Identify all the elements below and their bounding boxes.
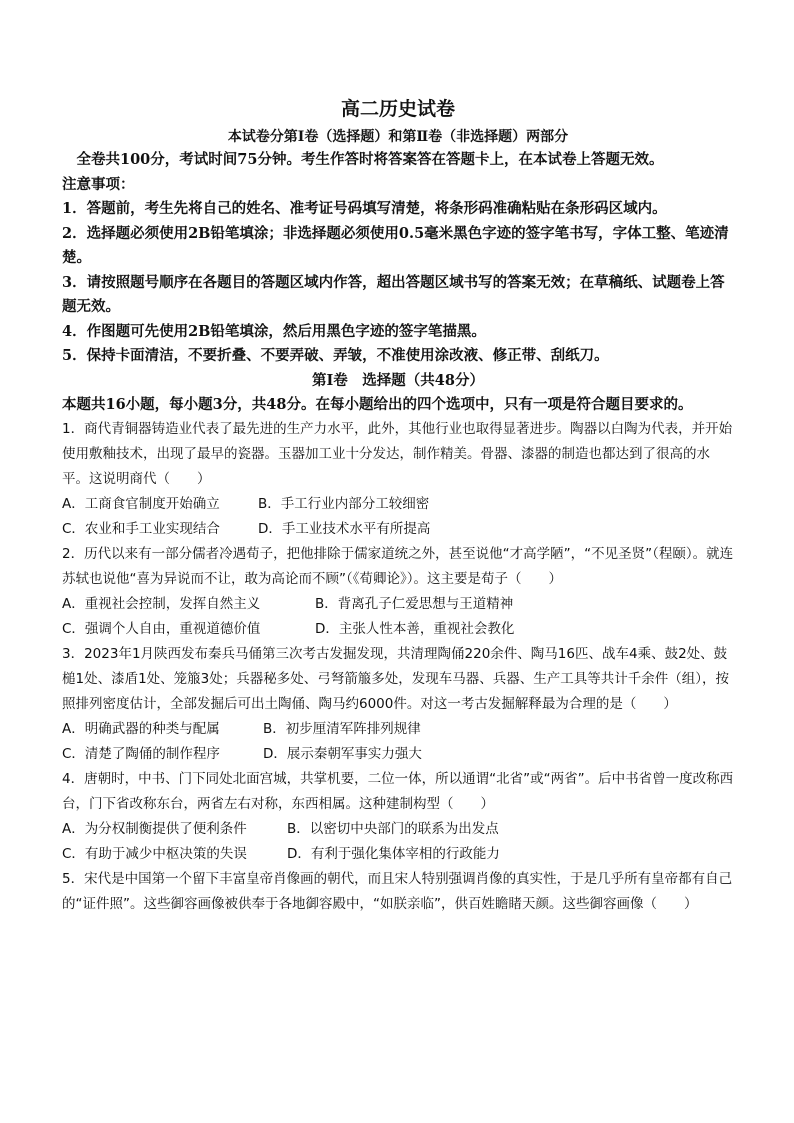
option-a: A．重视社会控制，发挥自然主义 — [62, 596, 261, 612]
option-d: D．展示秦朝军事实力强大 — [263, 746, 422, 762]
exam-page — [62, 96, 734, 917]
page-subtitle: 本试卷分第Ⅰ卷（选择题）和第Ⅱ卷（非选择题）两部分 — [227, 129, 569, 145]
page-title: 高二历史试卷 — [340, 98, 455, 120]
question-stem: 1．商代青铜器铸造业代表了最先进的生产力水平，此外，其他行业也取得显著进步。陶器以白陶为代表，并开始使用敷釉技术，出现了最早的瓷器。玉器加工业十分发达，制作精美。骨器、漆器的制造也都达到了很高的水平。这说明商代（ ） — [62, 421, 733, 487]
option-row — [62, 517, 734, 542]
option-c: C．清楚了陶俑的制作程序 — [62, 746, 220, 762]
option-b: B．初步厘清军阵排列规律 — [263, 721, 421, 737]
question-stem: 4．唐朝时，中书、门下同处北面宫城，共掌机要，二位一体，所以通谓“北省”或“两省”。后中书省曾一度改称西台，门下省改称东台，两省左右对称，东西相属。这种建制构型（ ） — [62, 771, 734, 812]
section-title: 第Ⅰ卷 选择题（共48分） — [312, 371, 484, 389]
option-a: A．明确武器的种类与配属 — [62, 721, 220, 737]
option-d: D．手工业技术水平有所提高 — [258, 521, 431, 537]
option-row — [62, 817, 734, 842]
option-row — [62, 492, 734, 517]
option-c: C．强调个人自由，重视道德价值 — [62, 621, 261, 637]
section-description: 本题共16小题，每小题3分，共48分。在每小题给出的四个选项中，只有一项是符合题目要求的。 — [62, 395, 693, 413]
option-d: D．主张人性本善，重视社会教化 — [315, 621, 515, 637]
option-row — [62, 717, 734, 742]
option-row — [62, 842, 734, 867]
option-b: B．背离孔子仁爱思想与王道精神 — [315, 596, 514, 612]
option-c: C．有助于减少中枢决策的失误 — [62, 846, 247, 862]
option-c: C．农业和手工业实现结合 — [62, 521, 220, 537]
notice-item: 5．保持卡面清洁，不要折叠、不要弄破、弄皱，不准使用涂改液、修正带、刮纸刀。 — [62, 347, 609, 364]
notice-item: 3．请按照题号顺序在各题目的答题区域内作答，超出答题区域书写的答案无效；在草稿纸、试题卷上答题无效。 — [62, 273, 725, 315]
exam-intro: 全卷共100分，考试时间75分钟。考生作答时将答案答在答题卡上，在本试卷上答题无效。 — [76, 151, 664, 168]
option-b: B．以密切中央部门的联系为出发点 — [287, 821, 499, 837]
question-stem: 5．宋代是中国第一个留下丰富皇帝肖像画的朝代，而且宋人特别强调肖像的真实性，于是几乎所有皇帝都有自己的“证件照”。这些御容画像被供奉于各地御容殿中，“如朕亲临”，供百姓瞻睹天颜。这些御容画像（ ） — [62, 871, 733, 912]
option-row — [62, 617, 734, 642]
option-a: A．工商食官制度开始确立 — [62, 496, 220, 512]
notice-item: 4．作图题可先使用2B铅笔填涂，然后用黑色字迹的签字笔描黑。 — [62, 322, 486, 340]
option-b: B．手工行业内部分工较细密 — [258, 496, 430, 512]
notice-item: 1．答题前，考生先将自己的姓名、准考证号码填写清楚，将条形码准确粘贴在条形码区域内。 — [62, 200, 667, 217]
notice-item: 2．选择题必须使用2B铅笔填涂；非选择题必须使用0.5毫米黑色字迹的签字笔书写，字体工整、笔迹清楚。 — [62, 224, 729, 266]
question-stem: 3．2023年1月陕西发布秦兵马俑第三次考古发掘发现，共清理陶俑220余件、陶马16匹、战车4乘、鼓2处、鼓槌1处、漆盾1处、笼箙3处；兵器秘多处、弓弩箭箙多处，发现车马器、兵器、生产工具等共计千余件（组），按照排列密度估计，全部发掘后可出土陶俑、陶马约6000件。对这一考古发掘解释最为合理的是（ ） — [62, 646, 730, 712]
option-row — [62, 742, 734, 767]
option-a: A．为分权制衡提供了便利条件 — [62, 821, 247, 837]
notice-title: 注意事项： — [62, 175, 135, 193]
option-d: D．有利于强化集体宰相的行政能力 — [287, 846, 500, 862]
option-row — [62, 592, 734, 617]
question-stem: 2．历代以来有一部分儒者冷遇荀子，把他排除于儒家道统之外，甚至说他“才高学陋”，“不见圣贤”（程颐）。就连苏轼也说他“喜为异说而不让，敢为高论而不顾”（《荀卿论》）。这主要是荀子（ ） — [62, 546, 734, 587]
